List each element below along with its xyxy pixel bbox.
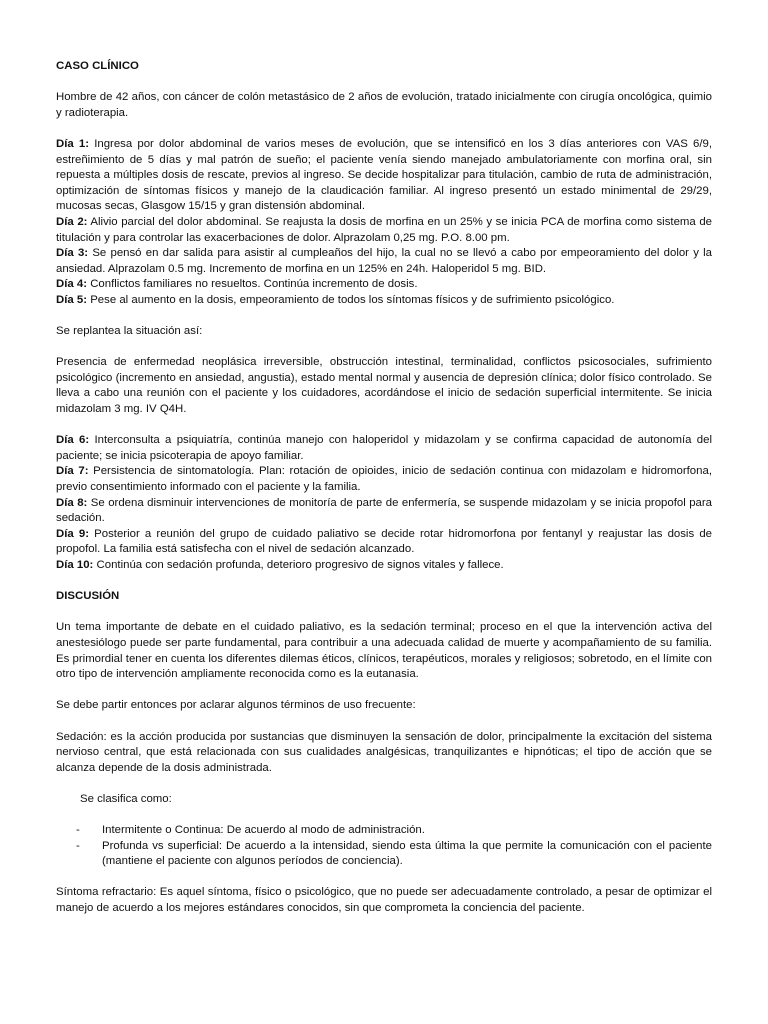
day-label: Día 5: xyxy=(56,293,88,306)
day-label: Día 1: xyxy=(56,137,90,150)
day-entry xyxy=(56,527,712,558)
day-text: Alivio parcial del dolor abdominal. Se reajusta la dosis de morfina en un 25% y se inicia PCA de morfina como sistema de titulación y para controlar las exacerbaciones de dolor. Alprazolam 0,25 mg. P.O. 8.00 pm. xyxy=(56,215,712,244)
discussion-heading: DISCUSIÓN xyxy=(56,590,120,603)
day-text: Interconsulta a psiquiatría, continúa manejo con haloperidol y midazolam y se confirma capacidad de autonomía del paciente; se inicia psicoterapia de apoyo familiar. xyxy=(56,434,712,462)
refractory-definition: Síntoma refractario: Es aquel síntoma, físico o psicológico, que no puede ser adecuadamente controlado, a pesar de optimizar el manejo de acuerdo a los mejores estándares conocidos, sin que comprometa la conciencia del paciente. xyxy=(56,886,712,915)
day-label: Día 8: xyxy=(56,496,88,509)
day-text: Pese al aumento en la dosis, empeoramiento de todos los síntomas físicos y de sufrimiento psicológico. xyxy=(87,293,615,306)
discussion-paragraph-2: Se debe partir entonces por aclarar algunos términos de uso frecuente: xyxy=(56,699,416,712)
day-label: Día 4: xyxy=(56,278,88,291)
day-text: Posterior a reunión del grupo de cuidado paliativo se decide rotar hidromorfona por fentanyl y reajustar las dosis de propofol. La familia está satisfecha con el nivel de sedación alcanzado. xyxy=(56,527,712,556)
discussion-paragraph-1: Un tema importante de debate en el cuidado paliativo, es la sedación terminal; proceso en el que la intervención activa del anestesiólogo puede ser parte fundamental, para contribuir a una adecuada calidad de muerte y acompañamiento de su familia. Es primordial tener en cuenta los diferentes dilemas éticos, clínicos, terapéuticos, morales y religiosos; sobretodo, en el límite con otro tipo de intervención ampliamente reconocida como es la eutanasia. xyxy=(56,621,712,681)
case-heading: CASO CLÍNICO xyxy=(56,60,139,72)
day-entry xyxy=(56,464,712,495)
day-entry xyxy=(56,433,712,464)
day-entry xyxy=(56,246,712,277)
day-entry xyxy=(56,293,712,309)
day-text: Continúa con sedación profunda, deterioro progresivo de signos vitales y fallece. xyxy=(93,559,504,571)
day-entry xyxy=(56,215,712,246)
day-text: Conflictos familiares no resueltos. Continúa incremento de dosis. xyxy=(87,278,418,291)
day-label: Día 10: xyxy=(56,559,94,571)
days-list-b xyxy=(56,433,712,573)
day-label: Día 2: xyxy=(56,215,88,228)
days-list-a xyxy=(56,137,712,309)
day-text: Ingresa por dolor abdominal de varios meses de evolución, que se intensificó en los 3 días anteriores con VAS 6/9, estreñimiento de 5 días y mal patrón de sueño; el paciente venía siendo manejado ambulatoriamente con morfina oral, sin repuesta a múltiples dosis de rescate, previos al ingreso. Se decide hospitalizar para titulación, cambio de ruta de administración, optimización de síntomas físicos y manejo de la claudicación familiar. Al ingreso presentó un estado minimental de 29/29, mucosas secas, Glasgow 15/15 y gran distensión abdominal. xyxy=(56,137,712,213)
day-entry xyxy=(56,558,712,574)
day-label: Día 3: xyxy=(56,247,89,260)
case-intro: Hombre de 42 años, con cáncer de colón metastásico de 2 años de evolución, tratado inicialmente con cirugía oncológica, quimio y radioterapia. xyxy=(56,91,712,119)
day-label: Día 6: xyxy=(56,434,90,447)
day-entry xyxy=(56,277,712,293)
classification-list xyxy=(56,823,712,870)
day-text: Se ordena disminuir intervenciones de monitoría de parte de enfermería, se suspende midazolam y se inicia propofol para sedación. xyxy=(56,496,712,525)
list-item: - Intermitente o Continua: De acuerdo al modo de administración. xyxy=(102,823,712,839)
sedation-definition: Sedación: es la acción producida por sustancias que disminuyen la sensación de dolor, principalmente la excitación del sistema nervioso central, que está relacionada con sus cualidades analgésicas, tranquilizantes e hipnóticas; el tipo de acción que se alcanza depende de la dosis administrada. xyxy=(56,730,712,774)
day-label: Día 9: xyxy=(56,527,90,540)
restate-line: Se replantea la situación así: xyxy=(56,325,203,338)
classify-intro: Se clasifica como: xyxy=(80,792,172,805)
day-label: Día 7: xyxy=(56,465,89,478)
situation-paragraph: Presencia de enfermedad neoplásica irreversible, obstrucción intestinal, terminalidad, conflictos psicosociales, sufrimiento psicológico (incremento en ansiedad, angustia), estado mental normal y ausencia de depresión clínica; dolor físico controlado. Se lleva a cabo una reunión con el paciente y los cuidadores, acordándose el inicio de sedación superficial intermitente. Se inicia midazolam 3 mg. IV Q4H. xyxy=(56,356,712,416)
day-entry xyxy=(56,496,712,527)
list-item: - Profunda vs superficial: De acuerdo a la intensidad, siendo esta última la que permite la comunicación con el paciente (mantiene el paciente con algunos períodos de conciencia). xyxy=(102,839,712,870)
day-entry xyxy=(56,137,712,215)
day-text: Se pensó en dar salida para asistir al cumpleaños del hijo, la cual no se llevó a cabo por empeoramiento del dolor y la ansiedad. Alprazolam 0.5 mg. Incremento de morfina en un 125% en 24h. Haloperidol 5 mg. BID. xyxy=(56,247,712,275)
day-text: Persistencia de sintomatología. Plan: rotación de opioides, inicio de sedación continua con midazolam e hidromorfona, previo consentimiento informado con el paciente y la familia. xyxy=(56,465,712,494)
